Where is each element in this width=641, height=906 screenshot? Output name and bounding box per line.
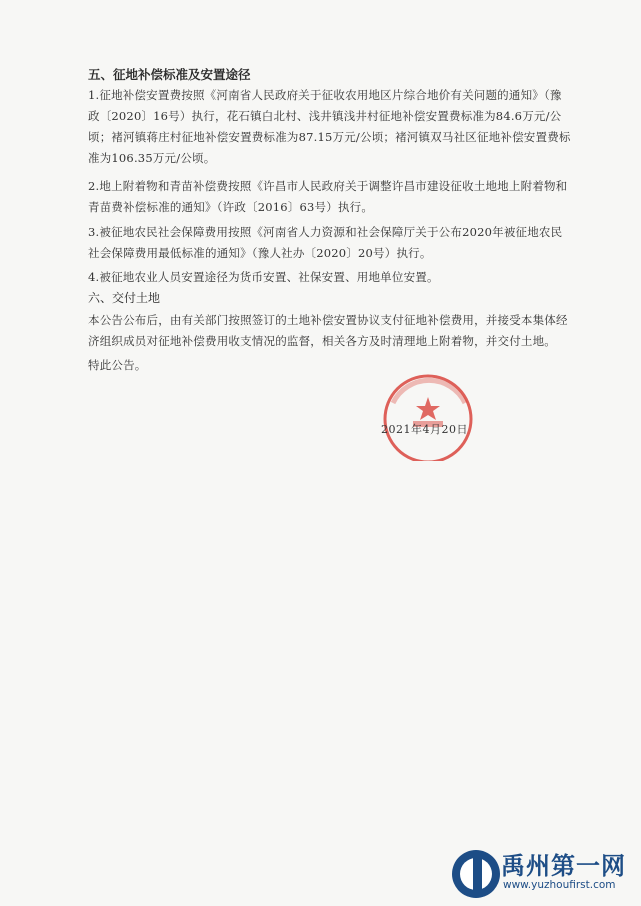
section-5-heading: 五、征地补偿标准及安置途径 [88,67,251,82]
paragraph-resettlement: 4.被征地农业人员安置途径为货币安置、社保安置、用地单位安置。 [88,270,439,284]
closing-text: 特此公告。 [88,358,147,372]
watermark-title[interactable]: 禹州第一网 [501,852,626,880]
paragraph-attachments-fee: 2.地上附着物和青苗补偿费按照《许昌市人民政府关于调整许昌市建设征收土地地上附着物和青苗费补偿标准的通知》（许政〔2016〕63号）执行。 [88,179,568,214]
watermark-url[interactable]: www.yuzhoufirst.com [503,879,616,891]
paragraph-land-delivery: 本公告公布后，由有关部门按照签订的土地补偿安置协议支付征地补偿费用，并接受本集体经济组织成员对征地补偿费用收支情况的监督，相关各方及时清理地上附着物，并交付土地。 [88,313,568,348]
document-date: 2021年4月20日 [381,423,468,436]
paragraph-social-security: 3.被征地农民社会保障费用按照《河南省人力资源和社会保障厅关于公布2020年被征地农民社会保障费用最低标准的通知》（豫人社办〔2020〕20号）执行。 [88,225,563,260]
paragraph-compensation-fee: 1.征地补偿安置费按照《河南省人民政府关于征收农用地区片综合地价有关问题的通知》（豫政〔2020〕16号）执行，花石镇白北村、浅井镇浅井村征地补偿安置费标准为84.6万元/公顷；褚河镇蒋庄村征地补偿安置费标准为87.15万元/公顷；褚河镇双马社区征地补偿安置费标准为106.35万元/公顷。 [88,88,571,165]
official-seal-icon [373,369,483,461]
section-6-heading: 六、交付土地 [88,291,161,305]
